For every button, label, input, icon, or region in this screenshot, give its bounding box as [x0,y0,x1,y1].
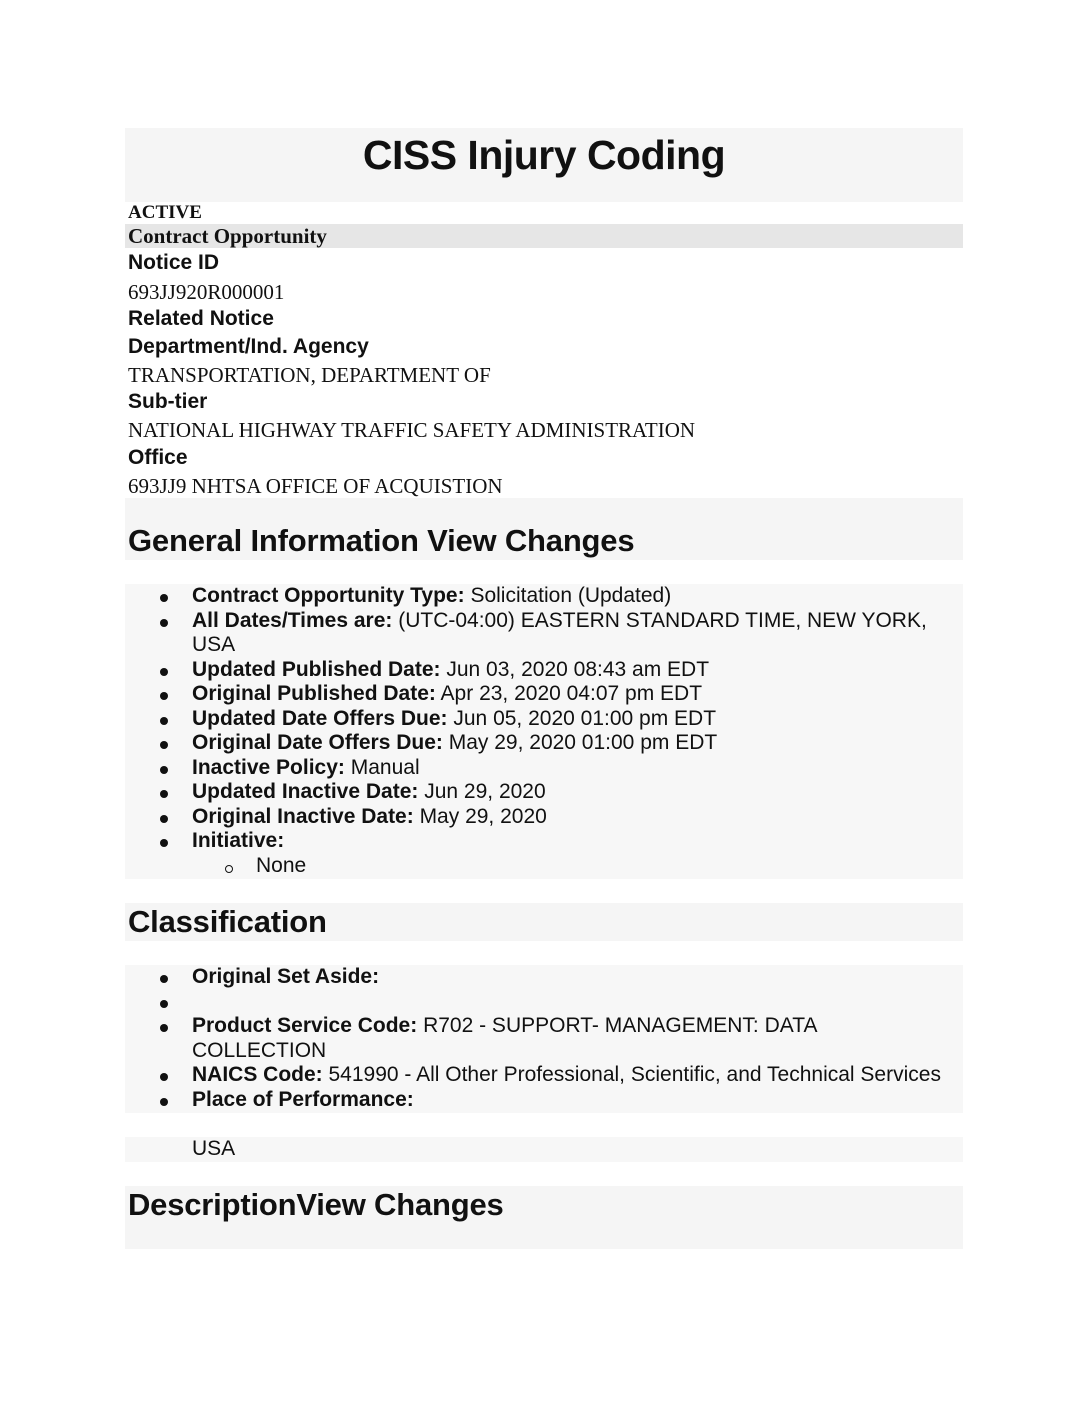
bullet [160,790,168,798]
bullet [160,741,168,749]
department-label: Department/Ind. Agency [128,335,369,358]
bullet [160,975,168,983]
bullet [160,839,168,847]
list-item: Original Set Aside: [192,965,380,988]
list-item: Updated Inactive Date: Jun 29, 2020 [192,780,546,803]
bullet [160,717,168,725]
place-of-performance-value: USA [192,1137,236,1160]
subtier-value: NATIONAL HIGHWAY TRAFFIC SAFETY ADMINISTRATION [128,418,696,442]
page-title: CISS Injury Coding [362,132,726,178]
subtier-label: Sub-tier [128,390,208,413]
description-heading: DescriptionView Changes [128,1187,504,1222]
bullet [160,1098,168,1106]
title-banner [125,128,963,202]
sub-list-item: None [256,854,307,877]
list-item: Updated Date Offers Due: Jun 05, 2020 01:00 pm EDT [192,707,717,730]
list-item: Contract Opportunity Type: Solicitation (Updated) [192,584,672,607]
bullet [160,1000,168,1008]
list-item: NAICS Code: 541990 - All Other Professional, Scientific, and Technical Services [192,1063,941,1086]
list-item: All Dates/Times are: (UTC-04:00) EASTERN STANDARD TIME, NEW YORK, [192,609,927,632]
list-item: Original Published Date: Apr 23, 2020 04:07 pm EDT [192,682,703,705]
sub-bullet [225,865,233,873]
general-heading: General Information View Changes [128,523,635,558]
list-item: Inactive Policy: Manual [192,756,420,779]
bullet [160,1024,168,1032]
office-label: Office [128,446,188,469]
bullet [160,1073,168,1081]
list-item-continuation: USA [192,633,236,656]
list-item: Original Inactive Date: May 29, 2020 [192,805,547,828]
list-item: Original Date Offers Due: May 29, 2020 01:00 pm EDT [192,731,718,754]
bullet [160,766,168,774]
list-item-continuation: COLLECTION [192,1039,327,1062]
contract-type-label: Contract Opportunity [128,224,327,248]
office-value: 693JJ9 NHTSA OFFICE OF ACQUISTION [128,474,503,498]
list-item: Place of Performance: [192,1088,414,1111]
list-item: Product Service Code: R702 - SUPPORT- MANAGEMENT: DATA [192,1014,818,1037]
bullet [160,692,168,700]
status-label: ACTIVE [128,202,202,223]
bullet [160,815,168,823]
list-item: Initiative: [192,829,285,852]
related-notice-label: Related Notice [128,307,274,330]
notice-id-value: 693JJ920R000001 [128,280,285,304]
list-item: Updated Published Date: Jun 03, 2020 08:43 am EDT [192,658,710,681]
classification-heading: Classification [128,904,327,939]
department-value: TRANSPORTATION, DEPARTMENT OF [128,363,491,387]
notice-id-label: Notice ID [128,251,220,274]
bullet [160,619,168,627]
bullet [160,594,168,602]
bullet [160,668,168,676]
